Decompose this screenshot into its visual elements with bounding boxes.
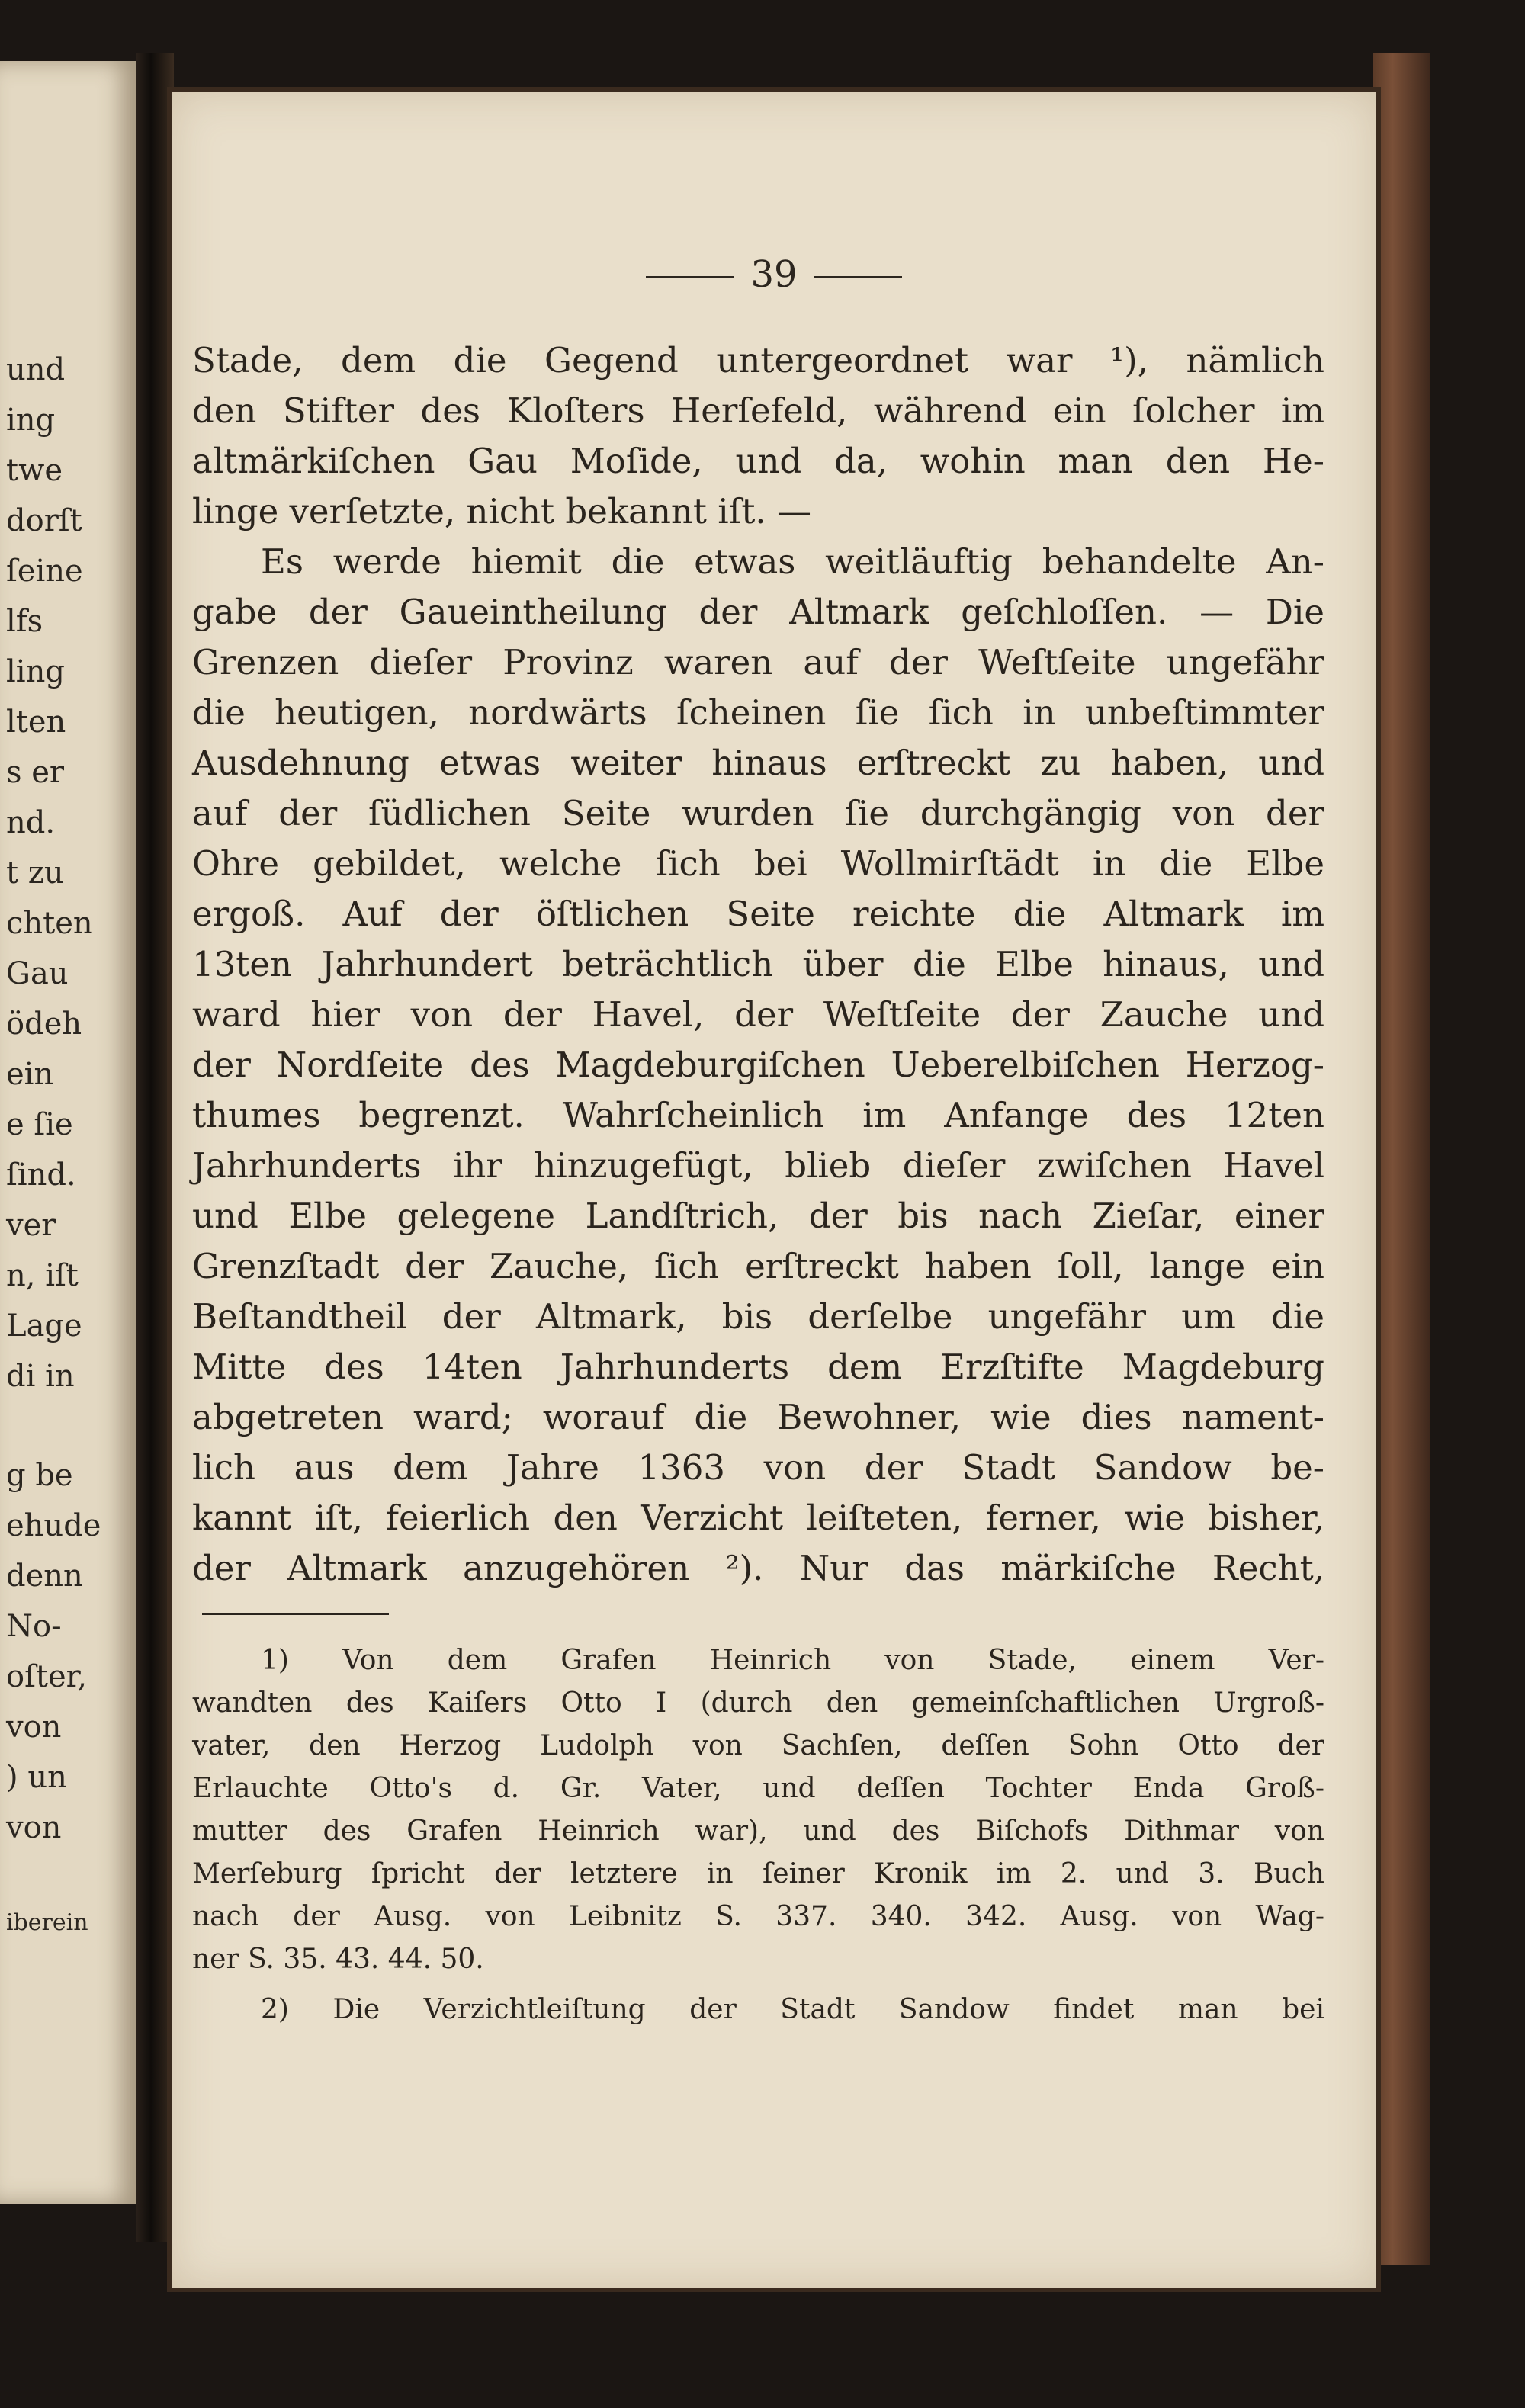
left-fragment: ling	[6, 654, 65, 689]
text-line: der Nordſeite des Magdeburgiſchen Ueberelbiſchen Herzog-	[192, 1045, 1324, 1085]
left-fragment: ſeine	[6, 554, 83, 589]
text-line: ergoß. Auf der öſtlichen Seite reichte die Altmark im	[192, 894, 1324, 934]
header-dash-left	[646, 276, 734, 278]
left-fragment: chten	[6, 906, 93, 941]
page-header	[172, 253, 1376, 296]
footnote-line: mutter des Grafen Heinrich war), und des Biſchofs Dithmar von	[192, 1816, 1324, 1847]
left-fragment: von	[6, 1710, 62, 1745]
text-line: Grenzſtadt der Zauche, ſich erſtreckt haben ſoll, lange ein	[192, 1246, 1324, 1286]
left-fragment: di in	[6, 1359, 75, 1394]
left-fragment: t zu	[6, 856, 64, 891]
footnote-line: Erlauchte Otto's d. Gr. Vater, und deſſen Tochter Enda Groß-	[192, 1773, 1324, 1804]
text-line: Ohre gebildet, welche ſich bei Wollmirſtädt in die Elbe	[192, 843, 1324, 884]
text-line: Mitte des 14ten Jahrhunderts dem Erzſtifte Magdeburg	[192, 1347, 1324, 1387]
footnote-line: Merſeburg ſpricht der letztere in ſeiner Kronik im 2. und 3. Buch	[192, 1858, 1324, 1889]
left-fragment: oſter,	[6, 1659, 88, 1694]
left-fragment: twe	[6, 453, 63, 488]
left-fragment: n, iſt	[6, 1258, 79, 1293]
footnote-line: vater, den Herzog Ludolph von Sachſen, deſſen Sohn Otto der	[192, 1730, 1324, 1761]
text-line: Stade, dem die Gegend untergeordnet war ¹), nämlich	[192, 340, 1324, 380]
text-line: abgetreten ward; worauf die Bewohner, wie dies nament-	[192, 1397, 1324, 1437]
left-fragment: Gau	[6, 956, 69, 991]
page-number: 39	[750, 253, 798, 296]
left-fragment: lfs	[6, 604, 43, 639]
left-fragment: ſind.	[6, 1157, 76, 1193]
right-page	[172, 92, 1376, 2288]
header-dash-right	[814, 276, 902, 278]
text-line: und Elbe gelegene Landſtrich, der bis nach Zieſar, einer	[192, 1196, 1324, 1236]
left-fragment: ein	[6, 1057, 54, 1092]
left-fragment: dorſt	[6, 503, 82, 538]
left-fragment: ver	[6, 1208, 56, 1243]
text-line: Jahrhunderts ihr hinzugefügt, blieb dieſer zwiſchen Havel	[192, 1145, 1324, 1186]
left-page-edge	[0, 61, 136, 2204]
text-line: thumes begrenzt. Wahrſcheinlich im Anfange des 12ten	[192, 1095, 1324, 1135]
text-line: Es werde hiemit die etwas weitläuftig behandelte An-	[261, 541, 1324, 582]
footnote-line: 2) Die Verzichtleiſtung der Stadt Sandow findet man bei	[261, 1994, 1324, 2025]
footnote-line: ner S. 35. 43. 44. 50.	[192, 1944, 484, 1975]
left-fragment: und	[6, 352, 66, 387]
left-fragment: iberein	[6, 1909, 88, 1936]
text-line: kannt iſt, feierlich den Verzicht leiſteten, ferner, wie bisher,	[192, 1498, 1324, 1538]
left-fragment: lten	[6, 705, 66, 740]
text-line: ward hier von der Havel, der Weſtſeite der Zauche und	[192, 994, 1324, 1035]
book-spine	[136, 53, 174, 2242]
text-line: lich aus dem Jahre 1363 von der Stadt Sandow be-	[192, 1447, 1324, 1488]
left-fragment: g be	[6, 1458, 73, 1493]
text-line: Ausdehnung etwas weiter hinaus erſtreckt zu haben, und	[192, 743, 1324, 783]
text-line: linge verſetzte, nicht bekannt iſt. —	[192, 491, 812, 531]
text-line: die heutigen, nordwärts ſcheinen ſie ſich in unbeſtimmter	[192, 692, 1324, 733]
left-fragment: denn	[6, 1559, 83, 1594]
text-line: den Stifter des Kloſters Herſefeld, während ein ſolcher im	[192, 390, 1324, 431]
text-line: altmärkiſchen Gau Moſide, und da, wohin man den He-	[192, 441, 1324, 481]
footnote-line: 1) Von dem Grafen Heinrich von Stade, einem Ver-	[261, 1645, 1324, 1676]
left-fragment: e ſie	[6, 1107, 73, 1142]
book-cover-edge	[1372, 53, 1430, 2265]
footnote-line: wandten des Kaiſers Otto I (durch den gemeinſchaftlichen Urgroß-	[192, 1687, 1324, 1719]
text-line: auf der ſüdlichen Seite wurden ſie durchgängig von der	[192, 793, 1324, 833]
left-fragment: Lage	[6, 1308, 82, 1344]
left-fragment: von	[6, 1810, 62, 1845]
text-line: der Altmark anzugehören ²). Nur das märkiſche Recht,	[192, 1548, 1324, 1588]
left-fragment: s er	[6, 755, 65, 790]
left-fragment: ing	[6, 403, 56, 438]
left-fragment: ) un	[6, 1760, 67, 1795]
left-fragment: ödeh	[6, 1007, 82, 1042]
left-fragment: nd.	[6, 805, 56, 840]
left-fragment: ehude	[6, 1508, 101, 1543]
text-line: gabe der Gaueintheilung der Altmark geſchloſſen. — Die	[192, 592, 1324, 632]
text-line: 13ten Jahrhundert beträchtlich über die Elbe hinaus, und	[192, 944, 1324, 984]
left-fragment: No-	[6, 1609, 62, 1644]
footnote-line: nach der Ausg. von Leibnitz S. 337. 340. 342. Ausg. von Wag-	[192, 1901, 1324, 1932]
footnote-rule	[202, 1613, 389, 1615]
text-line: Beſtandtheil der Altmark, bis derſelbe ungefähr um die	[192, 1296, 1324, 1337]
text-line: Grenzen dieſer Provinz waren auf der Weſtſeite ungefähr	[192, 642, 1324, 682]
